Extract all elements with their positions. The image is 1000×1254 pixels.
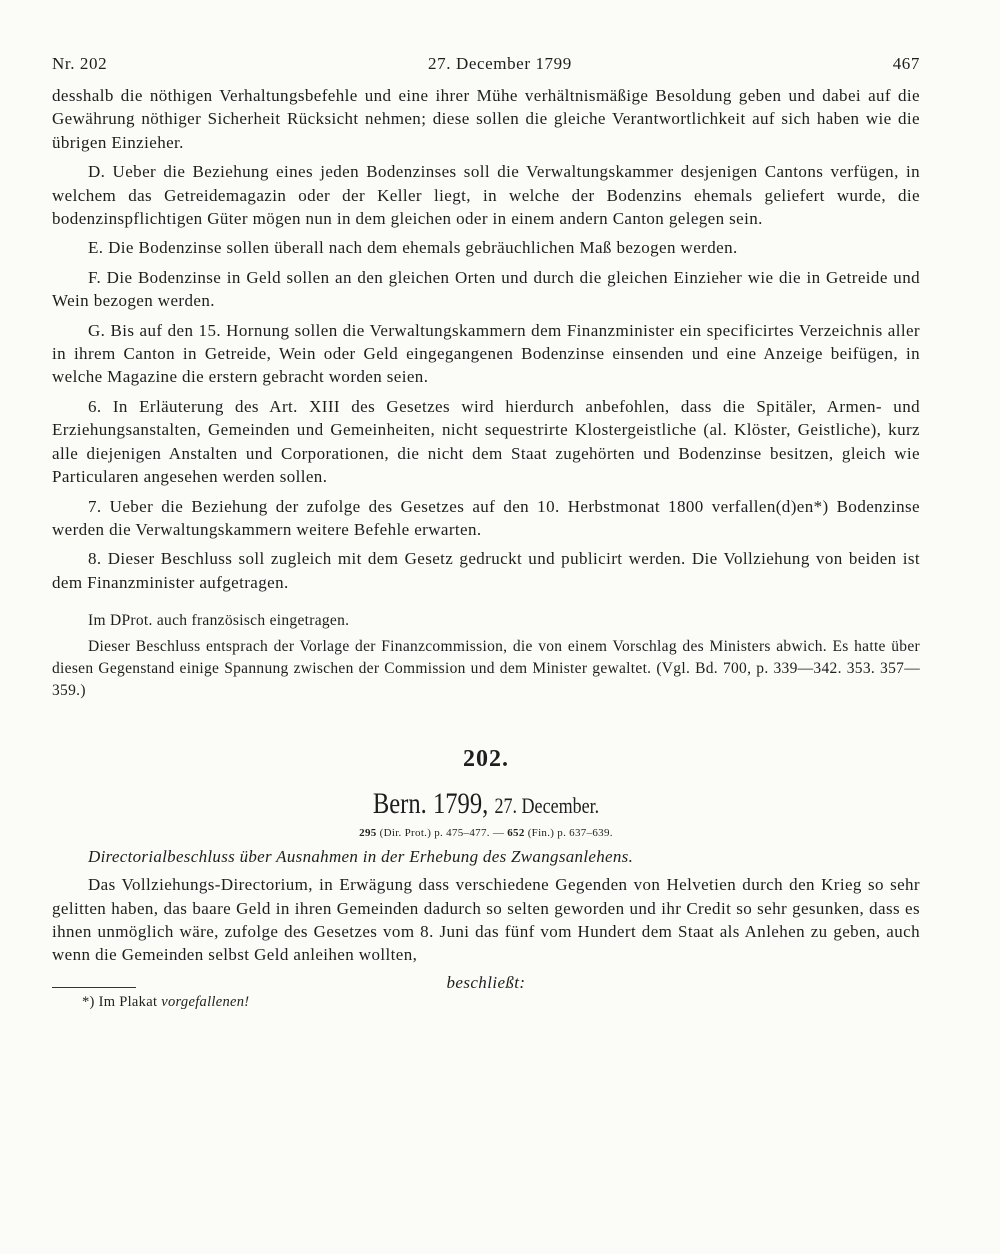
note-protocol: Im DProt. auch französisch eingetragen. (88, 612, 350, 630)
header-page-number: 467 (892, 54, 920, 73)
document-place-date (130, 787, 842, 821)
resolve-line: beschließt: (446, 972, 526, 992)
paragraph-7: 7. Ueber die Beziehung der zufolge des Gesetzes auf den 10. Herbstmonat 1800 verfallen(d)en*) Bodenzinse werden die Verwaltungskammern weitere Befehle erwarten. (52, 496, 920, 539)
source-reference (52, 827, 920, 839)
document-number: 202. (463, 746, 509, 773)
document-body: Das Vollziehungs-Directorium, in Erwägung dass verschiedene Gegenden von Helvetien durch den Krieg so sehr gelitten haben, das baare Geld in ihren Gemeinden dadurch so selten geworden und ihr Credit so sehr gesunken, dass es ihnen unmöglich wäre, zufolge des Gesetzes vom 8. Juni das fünf vom Hundert dem Staat als Anlehen zu geben, auch wenn die Gemeinden selbst Geld anleihen wollten, (52, 875, 920, 965)
document-heading: Directorialbeschluss über Ausnahmen in der Erhebung des Zwangsanlehens. (88, 847, 634, 867)
ref-b-number: 652 (507, 827, 525, 840)
footnote-marker: *) Im Plakat (82, 993, 158, 1010)
ref-b-text: (Fin.) p. 637–639. (527, 827, 613, 840)
paragraph-g: G. Bis auf den 15. Hornung sollen die Verwaltungskammern dem Finanzminister ein specificirtes Verzeichnis aller in ihrem Canton in Getreide, Wein oder Geld eingegangenen Bodenzinse einsenden und eine Anzeige beifügen, in welche Magazine die erstern gebracht worden seien. (52, 320, 920, 387)
paragraph-d: D. Ueber die Beziehung eines jeden Bodenzinses soll die Verwaltungskammer desjenigen Cantons verfügen, in welchem das Getreidemagazin oder der Keller liegt, in welche der Bodenzins ehemals geliefert wurde, die bodenzinspflichtigen Güter mögen nun in dem gleichen oder in einem andern Canton gelegen sein. (52, 162, 920, 229)
paragraph-f: F. Die Bodenzinse in Geld sollen an den gleichen Orten und durch die gleichen Einzieher wie die in Getreide und Wein bezogen werden. (52, 267, 920, 311)
paragraph-continuation: desshalb die nöthigen Verhaltungsbefehle und eine ihrer Mühe verhältnismäßige Besoldung geben und dabei auf die Gewährung nöthiger Sicherheit Rücksicht nehmen; diese sollen die gleiche Verantwortlichkeit auf sich haben wie die übrigen Einzieher. (52, 86, 920, 152)
ref-a-number: 295 (359, 827, 377, 840)
day: 27. December. (494, 793, 600, 819)
paragraph-8: 8. Dieser Beschluss soll zugleich mit dem Gesetz gedruckt und publicirt werden. Die Vollziehung von beiden ist dem Finanzminister aufgetragen. (52, 549, 920, 592)
footnote-rule (52, 987, 136, 988)
header-document-number: Nr. 202 (52, 54, 108, 73)
header-date: 27. December 1799 (428, 54, 572, 73)
note-commission: Dieser Beschluss entsprach der Vorlage der Finanzcommission, die von einem Vorschlag des Ministers abwich. Es hatte über diesen Gegenstand einige Spannung zwischen der Commission und dem Minister gewaltet. (Vgl. Bd. 700, p. 339—342. 353. 357—359.) (52, 638, 920, 700)
running-header (52, 54, 920, 74)
footnote-italic: vorgefallenen! (161, 993, 250, 1010)
footnote (82, 994, 920, 1011)
paragraph-6: 6. In Erläuterung des Art. XIII des Gesetzes wird hierdurch anbefohlen, dass die Spitäler, Armen- und Erziehungsanstalten, Gemeinden und Gemeinheiten, nicht sequestrirte Klostergeistliche (al. Klöster, Geistliche), kurz alle diejenigen Anstalten und Corporationen, die nicht dem Staat zugehörten und Bodenzinse besitzen, gleich wie Particularen angesehen werden sollen. (52, 396, 920, 487)
place-year: Bern. 1799, (372, 787, 489, 821)
ref-a-text: (Dir. Prot.) p. 475–477. — (379, 827, 505, 840)
paragraph-e: E. Die Bodenzinse sollen überall nach dem ehemals gebräuchlichen Maß bezogen werden. (88, 238, 738, 258)
